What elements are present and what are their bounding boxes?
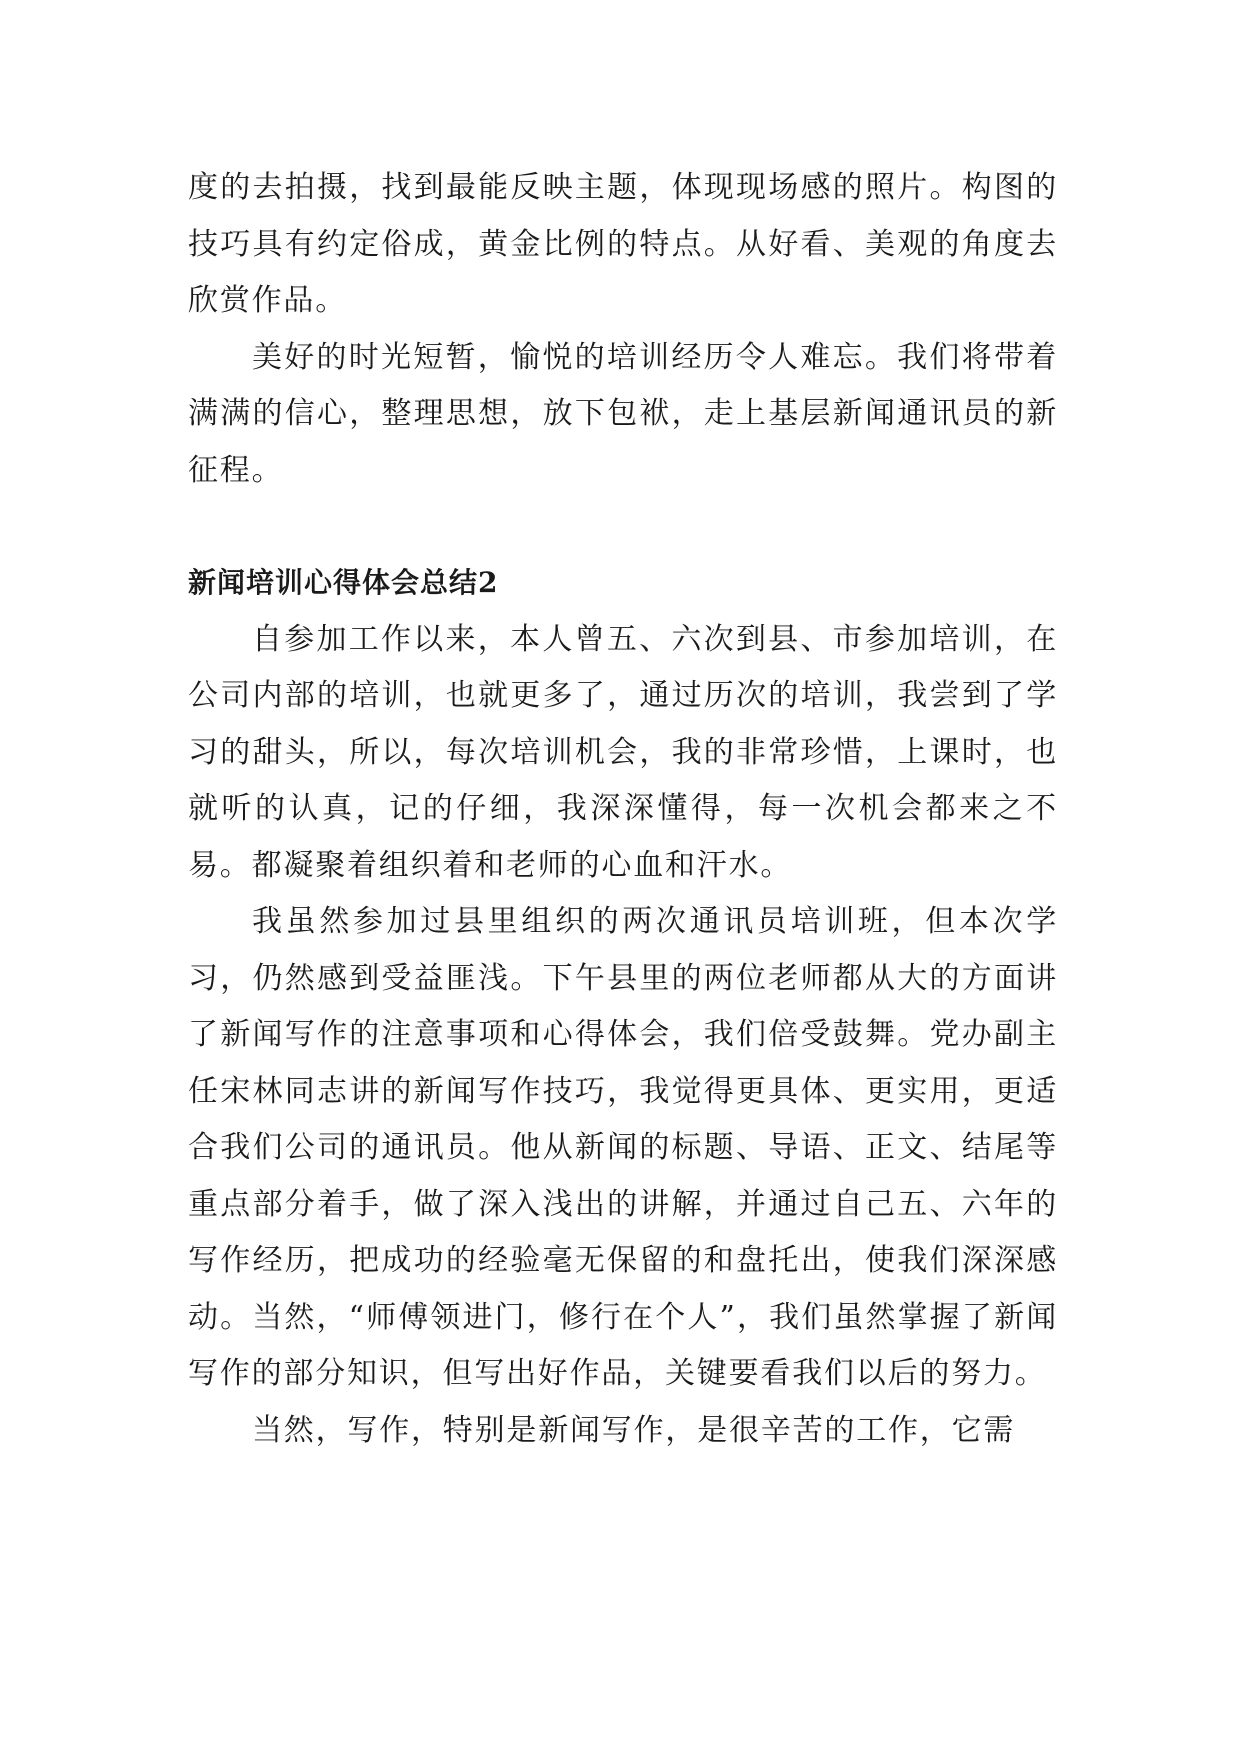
paragraph-5: 当然，写作，特别是新闻写作，是很辛苦的工作，它需 bbox=[252, 1412, 1016, 1448]
paragraph-3: 自参加工作以来，本人曾五、六次到县、市参加培训，在公司内部的培训，也就更多了，通过历次的培训，我尝到了学习的甜头，所以，每次培训机会，我的非常珍惜，上课时，也就听的认真，记的仔细，我深深懂得，每一次机会都来之不易。都凝聚着组织着和老师的心血和汗水。 bbox=[188, 621, 1058, 883]
paragraph-2: 美好的时光短暂，愉悦的培训经历令人难忘。我们将带着满满的信心，整理思想，放下包袱，走上基层新闻通讯员的新征程。 bbox=[188, 339, 1058, 488]
paragraph-4: 我虽然参加过县里组织的两次通讯员培训班，但本次学习，仍然感到受益匪浅。下午县里的两位老师都从大的方面讲了新闻写作的注意事项和心得体会，我们倍受鼓舞。党办副主任宋林同志讲的新闻写作技巧，我觉得更具体、更实用，更适合我们公司的通讯员。他从新闻的标题、导语、正文、结尾等重点部分着手，做了深入浅出的讲解，并通过自己五、六年的写作经历，把成功的经验毫无保留的和盘托出，使我们深深感动。当然，“师傅领进门，修行在个人”，我们虽然掌握了新闻写作的部分知识，但写出好作品，关键要看我们以后的努力。 bbox=[188, 904, 1058, 1391]
section-heading: 新闻培训心得体会总结2 bbox=[188, 566, 499, 599]
paragraph-1: 度的去拍摄，找到最能反映主题，体现现场感的照片。构图的技巧具有约定俗成，黄金比例的特点。从好看、美观的角度去欣赏作品。 bbox=[188, 170, 1058, 318]
document-body bbox=[188, 160, 1058, 1459]
